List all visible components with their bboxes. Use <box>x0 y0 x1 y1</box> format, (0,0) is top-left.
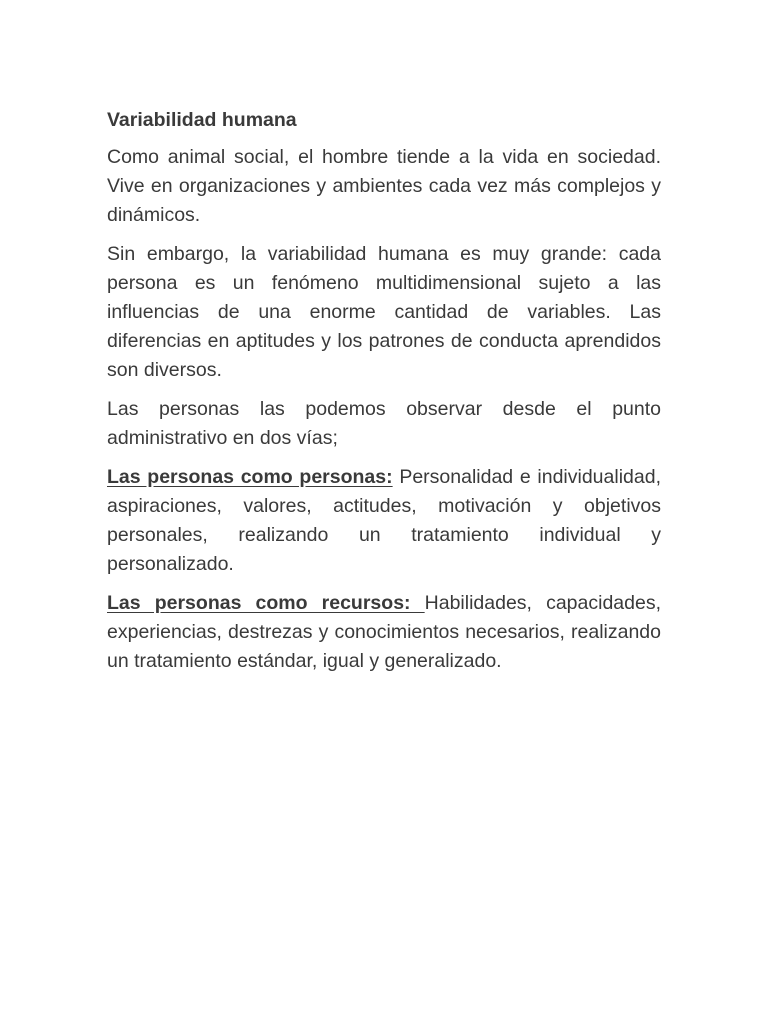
document-body <box>107 106 661 686</box>
people-as-resources-text: Habilidades, capacidades, experiencias, destrezas y conocimientos necesarios, realizando un tratamiento estándar, igual y generalizado. <box>107 592 662 672</box>
paragraph-people-as-resources <box>107 589 661 676</box>
people-as-resources-heading: Las personas como recursos: <box>107 592 425 614</box>
paragraph-social-animal: Como animal social, el hombre tiende a la vida en sociedad. Vive en organizaciones y ambientes cada vez más complejos y dinámicos. <box>107 146 661 226</box>
people-as-people-text: Personalidad e individualidad, aspiraciones, valores, actitudes, motivación y objetivos personales, realizando un tratamiento individual y personalizado. <box>107 466 661 575</box>
paragraph-people-as-people <box>107 463 661 579</box>
paragraph-variability: Sin embargo, la variabilidad humana es muy grande: cada persona es un fenómeno multidimensional sujeto a las influencias de una enorme cantidad de variables. Las diferencias en aptitudes y los patrones de conducta aprendidos son diversos. <box>107 243 661 381</box>
document-title: Variabilidad humana <box>107 109 297 131</box>
people-as-people-heading: Las personas como personas: <box>107 466 393 488</box>
paragraph-two-ways: Las personas las podemos observar desde el punto administrativo en dos vías; <box>107 398 661 449</box>
